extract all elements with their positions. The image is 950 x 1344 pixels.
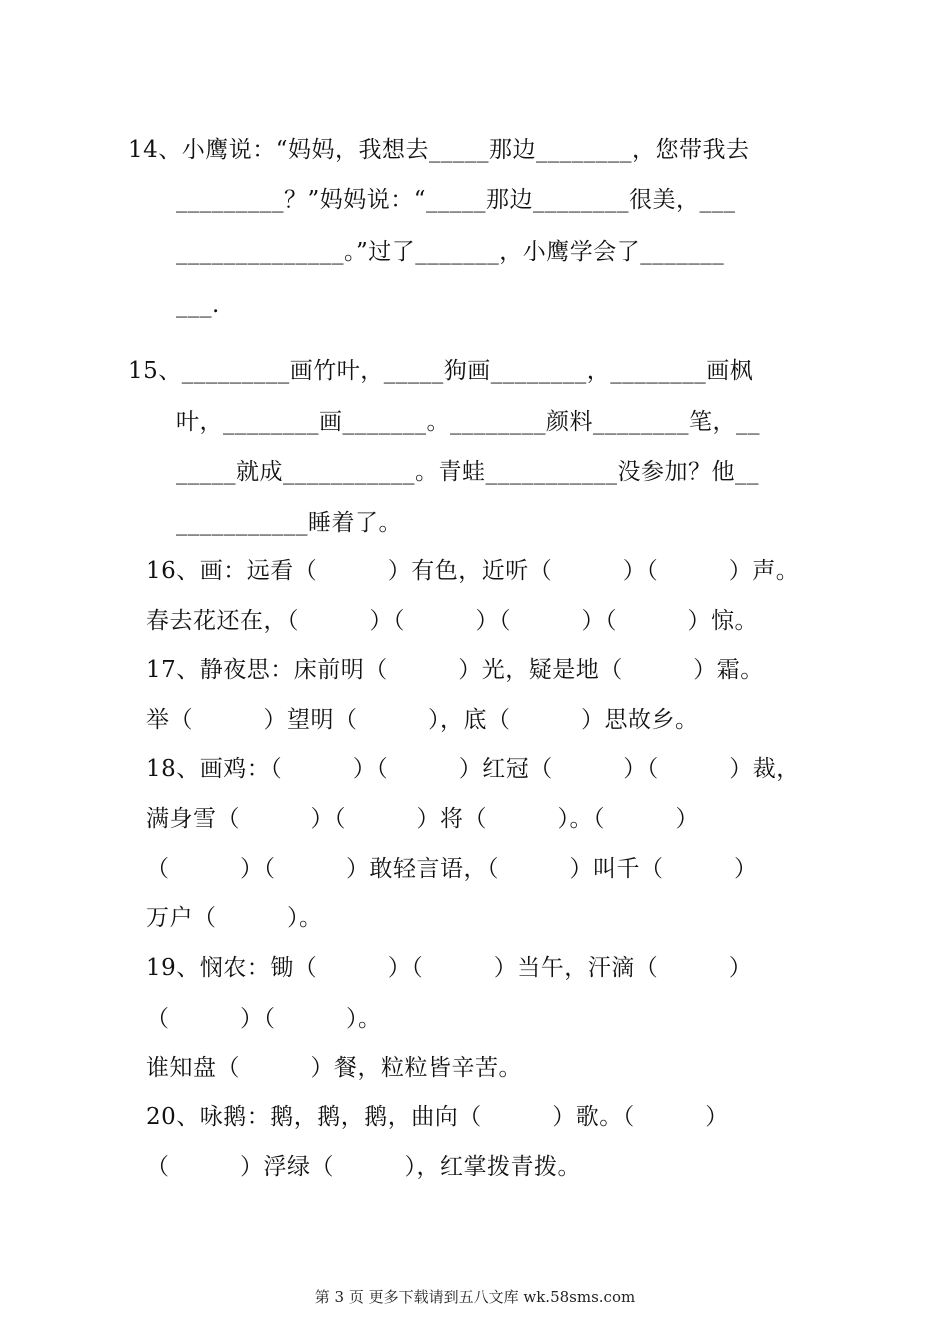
q18-line-2: 满身雪（ ）（ ）将（ ）。（ ） [146,806,699,832]
q20-line-1: 20、咏鹅：鹅，鹅，鹅，曲向（ ）歌。（ ） [146,1104,729,1130]
q19-line-1: 19、悯农：锄（ ）（ ）当午，汗滴（ ） [146,955,753,981]
q15-line-3: _____就成___________。青蛙___________没参加？他__ [176,459,759,485]
q14-line-3: ______________。”过了_______，小鹰学会了_______ [176,239,725,265]
q15-line-2: 叶，________画_______。________颜料________笔，__ [176,409,760,435]
q19-line-2: （ ）（ ）。 [146,1006,382,1032]
q15-line-1: 15、_________画竹叶，_____狗画________，________画枫 [128,358,754,384]
q17-line-2: 举（ ）望明（ ），底（ ）思故乡。 [146,707,699,733]
q18-line-1: 18、画鸡：（ ）（ ）红冠（ ）（ ）裁， [146,756,800,782]
q14-line-2: _________？”妈妈说：“_____那边________很美，___ [176,187,736,213]
q16-line-2: 春去花还在，（ ）（ ）（ ）（ ）惊。 [146,608,758,634]
q14-line-4: ___. [176,292,220,318]
q14-line-1: 14、小鹰说：“妈妈，我想去_____那边________，您带我去 [128,137,750,163]
q18-line-3: （ ）（ ）敢轻言语，（ ）叫千（ ） [146,856,758,882]
q16-line-1: 16、画：远看（ ）有色，近听（ ）（ ）声。 [146,558,800,584]
q17-line-1: 17、静夜思：床前明（ ）光，疑是地（ ）霜。 [146,657,764,683]
q19-line-3: 谁知盘（ ）餐，粒粒皆辛苦。 [146,1055,522,1081]
q18-line-4: 万户（ ）。 [146,905,323,931]
page-footer: 第 3 页 更多下载请到五八文库 wk.58sms.com [314,1288,636,1306]
q15-line-4: ___________睡着了。 [176,510,402,536]
q20-line-2: （ ）浮绿（ ），红掌拨青拨。 [146,1154,581,1180]
